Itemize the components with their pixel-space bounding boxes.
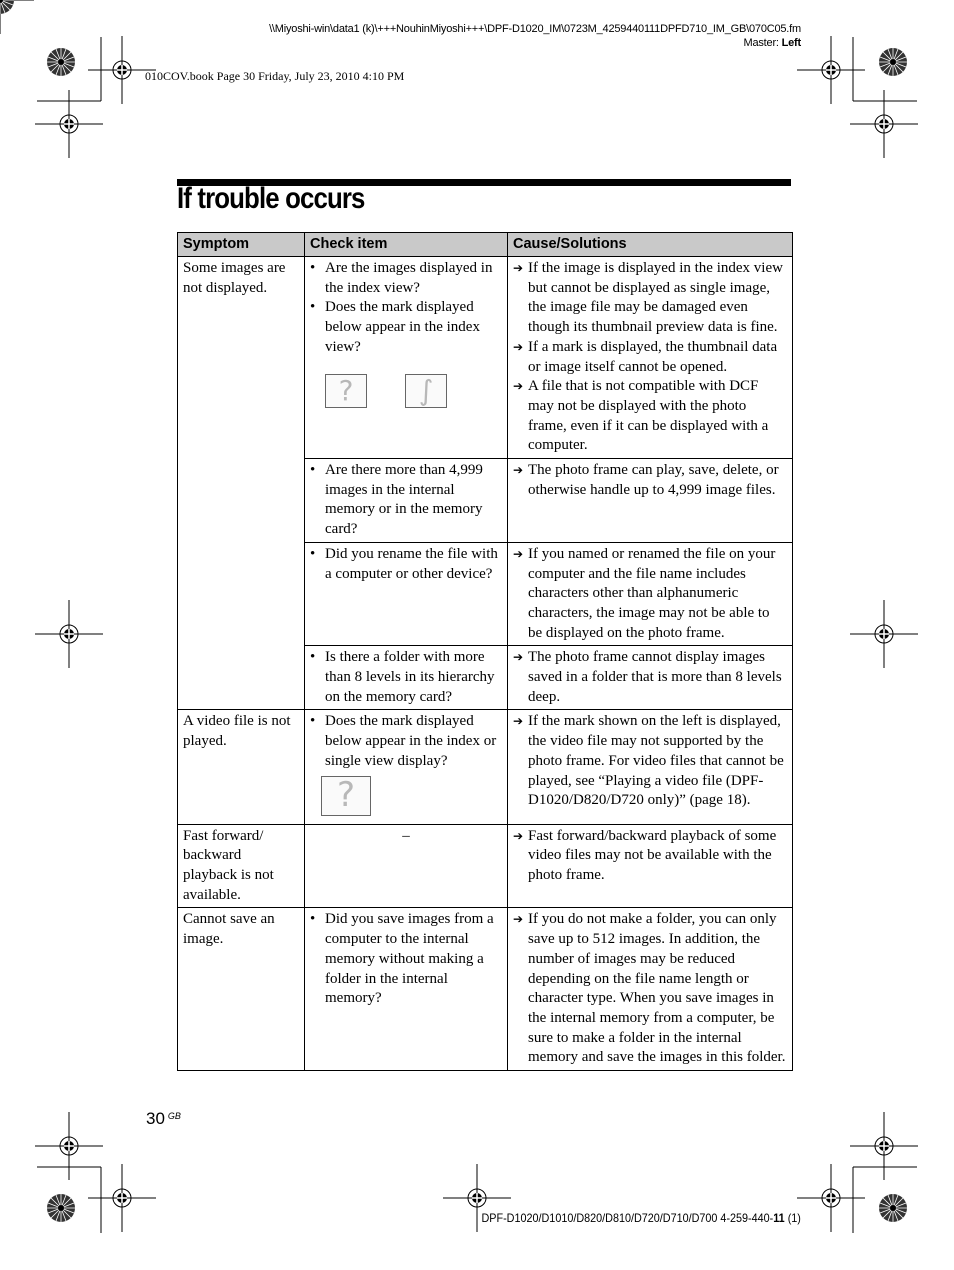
solution-text: If you do not make a folder, you can only save up to 512 images. In addition, the number of images may be reduced depending on the file name length or character type. When you save images in the internal memory from a computer, be sure to make a folder in the internal memory and save the images in this folder. [528,911,786,1066]
check-item: • Did you rename the file with a computer or other device? [310,545,502,584]
solution-text: If you named or renamed the file on your computer and the file name includes characters other than alphanumeric characters, the image may not be able to be displayed on the photo frame. [528,545,776,641]
solution-item [513,827,787,886]
model-footer [482,1211,801,1225]
solution-text: A file that is not compatible with DCF may not be displayed with the photo frame, even if it can be displayed with a computer. [528,378,769,454]
model-prefix: DPF-D1020/D1010/D820/D810/D720/D710/D700 4-259-440- [481,1211,774,1225]
model-suffix: (1) [784,1211,801,1225]
page-number [146,1109,181,1129]
col-header-symptom: Symptom [178,233,305,257]
solution-cell [508,257,793,459]
arrow-icon: ➔ [513,546,524,561]
check-cell [305,710,508,824]
table-row [178,257,793,459]
solution-cell [508,908,793,1071]
solution-cell [508,646,793,710]
arrow-icon: ➔ [513,463,524,478]
symptom-cell: A video file is not played. [178,710,305,824]
arrow-icon: ➔ [513,261,524,275]
symptom-cell: Some images are not displayed. [178,257,305,710]
book-info-line: 010COV.book Page 30 Friday, July 23, 2010 4:10 PM [145,69,405,83]
mark-icons [325,374,502,408]
question-mark-icon: ? [321,776,371,816]
page-number-value: 30 [146,1109,165,1128]
arrow-icon: ➔ [513,379,524,394]
check-item: • Are the images displayed in the index view? [310,259,502,298]
file-path-header [269,22,801,50]
solution-item [513,338,787,377]
symptom-cell: Fast forward/ backward playback is not available. [178,824,305,908]
check-cell [305,646,508,710]
master-label: Master: [743,37,782,49]
solution-item [513,461,787,500]
check-cell [305,459,508,543]
master-value: Left [781,37,801,49]
solution-cell [508,824,793,908]
table-row [178,908,793,1071]
page-suffix: GB [167,1111,181,1121]
check-item: • Does the mark displayed below appear in the index view? [310,298,502,357]
check-item: • Is there a folder with more than 8 levels in its hierarchy on the memory card? [310,648,502,707]
check-cell [305,542,508,646]
solution-item [513,545,787,644]
check-item: • Does the mark displayed below appear in the index or single view display? [310,712,502,771]
solution-cell [508,459,793,543]
arrow-icon: ➔ [513,339,524,354]
solution-cell [508,542,793,646]
master-line [269,36,801,50]
arrow-icon: ➔ [513,714,524,729]
solution-text: The photo frame can play, save, delete, or otherwise handle up to 4,999 image files. [528,462,779,498]
solution-item [513,377,787,456]
check-item: • Did you save images from a computer to the internal memory without making a folder in the internal memory? [310,910,502,1009]
arrow-icon: ➔ [513,828,524,843]
table-row [178,824,793,908]
table-header-row [178,233,793,257]
solution-item [513,712,787,811]
solution-text: The photo frame cannot display images saved in a folder that is more than 8 levels deep. [528,649,782,705]
solution-text: Fast forward/backward playback of some video files may not be available with the photo frame. [528,827,777,883]
solution-item [513,910,787,1068]
trouble-table [177,232,793,1071]
symptom-cell: Cannot save an image. [178,908,305,1071]
solution-text: If the image is displayed in the index view but cannot be displayed as single image, the image file may be damaged even though its thumbnail preview data is fine. [528,260,783,336]
col-header-check-item: Check item [305,233,508,257]
solution-text: If the mark shown on the left is displayed, the video file may not supported by the photo frame. For video files that cannot be played, see “Playing a video file (DPF-D1020/D820/D720 only)” (page 18). [528,713,784,809]
broken-image-icon: ∫ [405,374,447,408]
check-item: • Are there more than 4,999 images in the internal memory or in the memory card? [310,461,502,540]
mark-icons [325,776,502,816]
table-row [178,710,793,824]
solution-text: If a mark is displayed, the thumbnail data or image itself cannot be opened. [528,338,778,375]
model-bold: 11 [773,1211,785,1225]
page-title: If trouble occurs [177,182,365,215]
check-cell: – [305,824,508,908]
star-target-icon [0,0,14,14]
question-mark-icon: ? [325,374,367,408]
solution-item [513,648,787,707]
solution-cell [508,710,793,824]
check-cell [305,257,508,459]
arrow-icon: ➔ [513,912,524,927]
file-path: \\Miyoshi-win\data1 (k)\+++NouhinMiyoshi+++\DPF-D1020_IM\0723M_4259440111DPFD710_IM_GB\070C05.fm [269,23,801,35]
solution-item [513,259,787,338]
arrow-icon: ➔ [513,650,524,665]
col-header-cause-solutions: Cause/Solutions [508,233,793,257]
check-cell [305,908,508,1071]
